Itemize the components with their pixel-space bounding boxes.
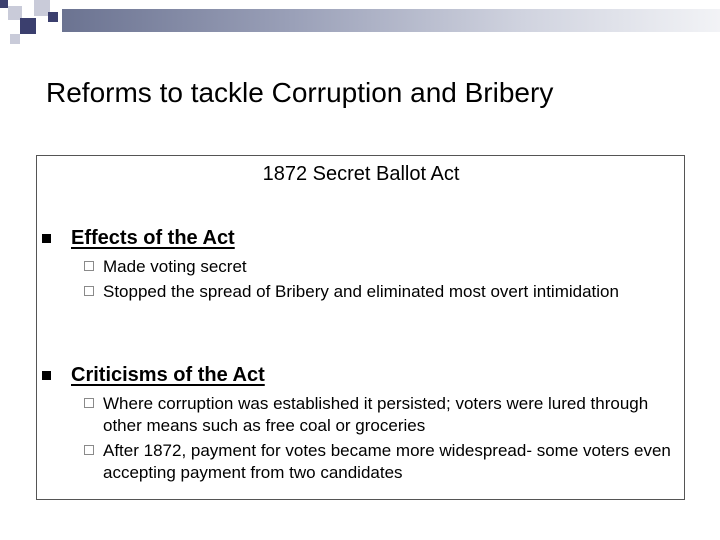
list-item (84, 256, 684, 278)
corner-decoration (0, 0, 62, 50)
square-bullet-icon (42, 371, 51, 380)
corner-square (0, 0, 8, 8)
section-heading-label: Effects of the Act (71, 227, 235, 249)
list-item-text: After 1872, payment for votes became more widespread- some voters even accepting payment from two candidates (103, 441, 671, 482)
checkbox-bullet-icon (84, 261, 94, 271)
list-item (84, 393, 684, 437)
list-item (84, 440, 684, 484)
corner-square (10, 34, 20, 44)
header-bar (62, 9, 720, 32)
slide-subtitle: 1872 Secret Ballot Act (262, 163, 460, 185)
checkbox-bullet-icon (84, 286, 94, 296)
corner-square (48, 12, 58, 22)
list-item-text: Made voting secret (103, 257, 247, 276)
list-item-text: Where corruption was established it persisted; voters were lured through other means such as free coal or groceries (103, 394, 649, 435)
corner-square (20, 18, 36, 34)
list-item-text: Stopped the spread of Bribery and eliminated most overt intimidation (103, 282, 619, 301)
square-bullet-icon (42, 234, 51, 243)
checkbox-bullet-icon (84, 398, 94, 408)
slide-title: Reforms to tackle Corruption and Bribery (46, 77, 554, 108)
checkbox-bullet-icon (84, 445, 94, 455)
section-heading-label: Criticisms of the Act (71, 364, 265, 386)
list-item (84, 281, 684, 303)
